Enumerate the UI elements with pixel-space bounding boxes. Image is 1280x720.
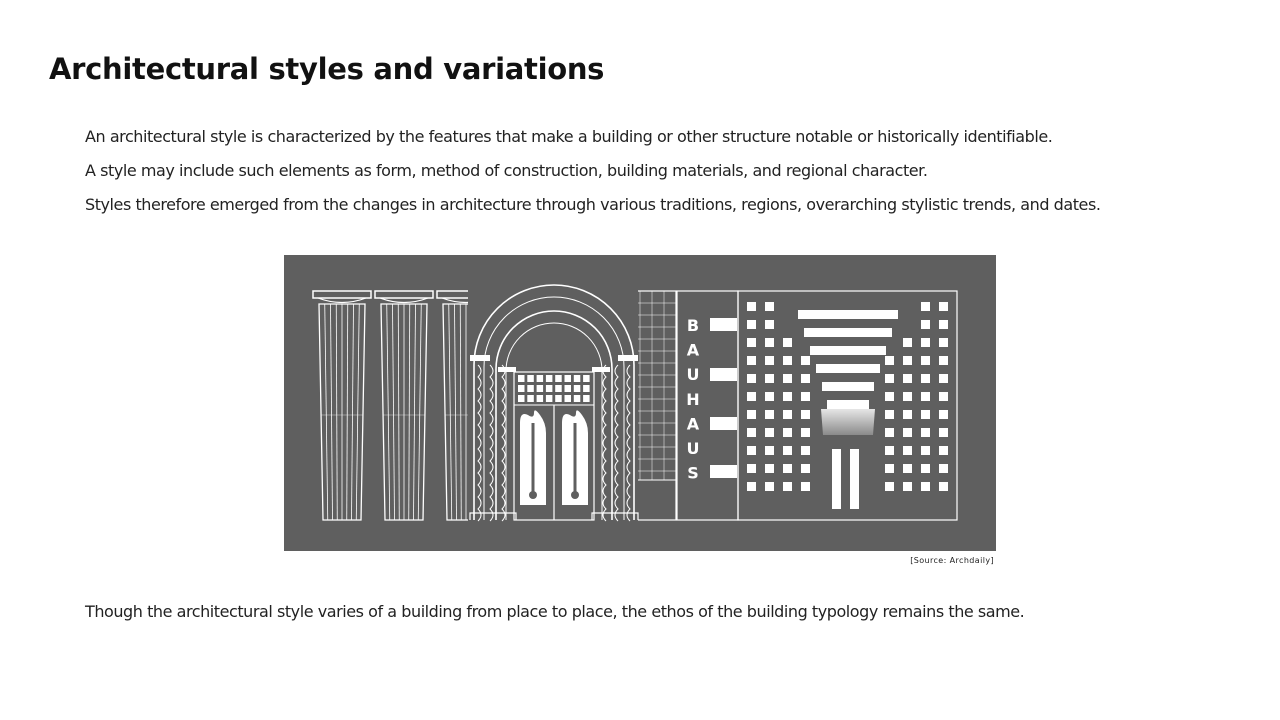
column-flute — [356, 304, 359, 520]
modern-facade-group — [738, 291, 957, 520]
modern-window-square — [801, 464, 810, 473]
column-flute — [393, 304, 395, 520]
modern-window-square — [885, 356, 894, 365]
modern-window-square — [939, 410, 948, 419]
bauhaus-window-band — [710, 368, 737, 381]
modern-window-square — [939, 464, 948, 473]
modern-window-square — [939, 428, 948, 437]
modern-window-square — [783, 392, 792, 401]
column-flute — [449, 304, 452, 520]
modern-window-square — [783, 338, 792, 347]
modern-window-square — [765, 374, 774, 383]
modern-window-square — [765, 302, 774, 311]
modern-window-square — [921, 392, 930, 401]
bauhaus-window-band — [710, 318, 737, 331]
modern-window-square — [765, 320, 774, 329]
transom-pane — [583, 385, 590, 392]
modern-window-square — [885, 428, 894, 437]
transom-pane — [546, 375, 553, 382]
transom-pane — [555, 375, 562, 382]
column-flute — [418, 304, 421, 520]
inverted-pyramid-step — [810, 346, 886, 355]
modern-window-square — [747, 356, 756, 365]
inverted-pyramid-step — [804, 328, 892, 337]
modern-window-square — [939, 356, 948, 365]
modern-window-square — [783, 482, 792, 491]
transom-pane — [546, 395, 553, 402]
inverted-pyramid-step — [798, 310, 898, 319]
column-abacus — [313, 291, 371, 298]
classical-columns-group — [313, 291, 495, 520]
closing-statement: Though the architectural style varies of a building from place to place, the ethos of the building typology remains the same. — [85, 602, 1025, 621]
transom-pane — [574, 385, 581, 392]
modern-window-square — [747, 320, 756, 329]
modern-window-square — [747, 428, 756, 437]
modern-window-square — [921, 428, 930, 437]
modern-window-square — [921, 302, 930, 311]
bauhaus-letter: B — [686, 316, 700, 335]
romanesque-arch-group — [468, 285, 638, 525]
transom-pane — [518, 375, 525, 382]
modern-window-square — [939, 302, 948, 311]
transom-pane — [574, 375, 581, 382]
column-flute — [336, 304, 337, 520]
column-flute — [331, 304, 333, 520]
transom-pane — [518, 385, 525, 392]
transom-pane — [537, 375, 544, 382]
modern-window-square — [939, 392, 948, 401]
architecture-illustration-svg — [284, 255, 996, 551]
modern-window-square — [921, 374, 930, 383]
modern-window-square — [801, 410, 810, 419]
transom-pane — [555, 385, 562, 392]
modern-window-square — [765, 482, 774, 491]
transom-pane — [574, 395, 581, 402]
modern-window-square — [903, 446, 912, 455]
modern-window-square — [903, 392, 912, 401]
modern-window-square — [747, 464, 756, 473]
modern-window-square — [783, 356, 792, 365]
modern-window-square — [885, 482, 894, 491]
modern-window-square — [939, 482, 948, 491]
transom-pane — [583, 395, 590, 402]
bauhaus-letter: U — [686, 439, 700, 458]
modern-window-square — [747, 338, 756, 347]
transom-pane — [565, 385, 572, 392]
modern-window-square — [903, 464, 912, 473]
column-flute — [455, 304, 457, 520]
modern-window-square — [801, 392, 810, 401]
modern-window-square — [921, 482, 930, 491]
transom-pane — [518, 395, 525, 402]
transom-pane — [537, 395, 544, 402]
modern-window-square — [747, 410, 756, 419]
modern-window-square — [885, 374, 894, 383]
modern-window-square — [783, 464, 792, 473]
transom-pane — [565, 395, 572, 402]
column-flute — [347, 304, 348, 520]
bauhaus-letter: A — [686, 414, 700, 434]
modern-window-square — [939, 374, 948, 383]
inverted-pyramid-step — [816, 364, 880, 373]
piloti-column — [832, 449, 841, 509]
modern-window-square — [765, 356, 774, 365]
arch-impost-right — [618, 355, 638, 361]
column-flute — [409, 304, 410, 520]
transom-pane — [546, 385, 553, 392]
arch-capital-right — [592, 367, 610, 372]
piloti-column — [850, 449, 859, 509]
column-flute — [398, 304, 399, 520]
transom-pane — [537, 385, 544, 392]
arch-impost-left — [470, 355, 490, 361]
column-flute — [352, 304, 354, 520]
modern-window-square — [921, 338, 930, 347]
modern-window-square — [801, 356, 810, 365]
modern-window-square — [765, 410, 774, 419]
modern-window-square — [885, 446, 894, 455]
column-abacus — [375, 291, 433, 298]
modern-window-square — [801, 482, 810, 491]
intro-paragraphs — [85, 125, 1235, 227]
modern-window-square — [783, 428, 792, 437]
modern-window-square — [747, 482, 756, 491]
modern-window-square — [747, 392, 756, 401]
modern-window-square — [939, 320, 948, 329]
modern-window-square — [885, 410, 894, 419]
transom-pane — [555, 395, 562, 402]
modern-window-square — [747, 446, 756, 455]
bauhaus-letter: A — [686, 340, 700, 360]
transom-pane — [565, 375, 572, 382]
modern-window-square — [801, 446, 810, 455]
bauhaus-window-band — [710, 465, 737, 478]
door-knob-left — [529, 491, 537, 499]
intro-paragraph-3: Styles therefore emerged from the changes in architecture through various traditions, regions, overarching stylistic trends, and dates. — [85, 195, 1101, 214]
modern-window-square — [783, 446, 792, 455]
modern-window-square — [903, 338, 912, 347]
source-caption: [Source: Archdaily] — [910, 556, 994, 565]
bauhaus-letter: S — [687, 463, 699, 483]
modern-window-square — [765, 428, 774, 437]
bauhaus-letter: H — [686, 389, 700, 409]
modern-window-square — [885, 392, 894, 401]
modern-window-square — [765, 446, 774, 455]
modern-window-square — [921, 410, 930, 419]
bauhaus-panel-group — [677, 291, 738, 520]
modern-window-square — [921, 356, 930, 365]
glass-volume — [821, 409, 875, 435]
intro-paragraph-1: An architectural style is characterized by the features that make a building or other structure notable or historically identifiable. — [85, 127, 1053, 146]
modern-window-square — [783, 374, 792, 383]
modern-window-square — [903, 410, 912, 419]
modern-window-square — [921, 464, 930, 473]
bauhaus-letter: U — [686, 365, 700, 385]
modern-window-square — [783, 410, 792, 419]
modern-window-square — [921, 446, 930, 455]
modern-window-square — [765, 392, 774, 401]
architecture-styles-illustration — [284, 255, 996, 551]
column-flute — [414, 304, 416, 520]
modern-window-square — [903, 428, 912, 437]
transom-pane — [527, 375, 534, 382]
inverted-pyramid-step — [822, 382, 874, 391]
slide-title: Architectural styles and variations — [49, 52, 605, 86]
modern-window-square — [885, 464, 894, 473]
modern-window-square — [801, 374, 810, 383]
column-flute — [387, 304, 390, 520]
column-flute — [460, 304, 461, 520]
transom-pane — [527, 395, 534, 402]
modern-window-square — [765, 464, 774, 473]
door-knob-right — [571, 491, 579, 499]
transom-pane — [527, 385, 534, 392]
arch-capital-left — [498, 367, 516, 372]
transom-pane — [583, 375, 590, 382]
modern-window-square — [903, 374, 912, 383]
bauhaus-window-band — [710, 417, 737, 430]
modern-window-square — [903, 356, 912, 365]
modern-window-square — [747, 374, 756, 383]
modern-window-square — [921, 320, 930, 329]
intro-paragraph-2: A style may include such elements as form, method of construction, building materials, and regional character. — [85, 161, 928, 180]
modern-window-square — [939, 338, 948, 347]
modern-window-square — [747, 302, 756, 311]
modern-window-square — [801, 428, 810, 437]
modern-window-square — [903, 482, 912, 491]
modern-window-square — [939, 446, 948, 455]
modern-window-square — [765, 338, 774, 347]
inverted-pyramid-step — [827, 400, 869, 409]
column-flute — [325, 304, 328, 520]
